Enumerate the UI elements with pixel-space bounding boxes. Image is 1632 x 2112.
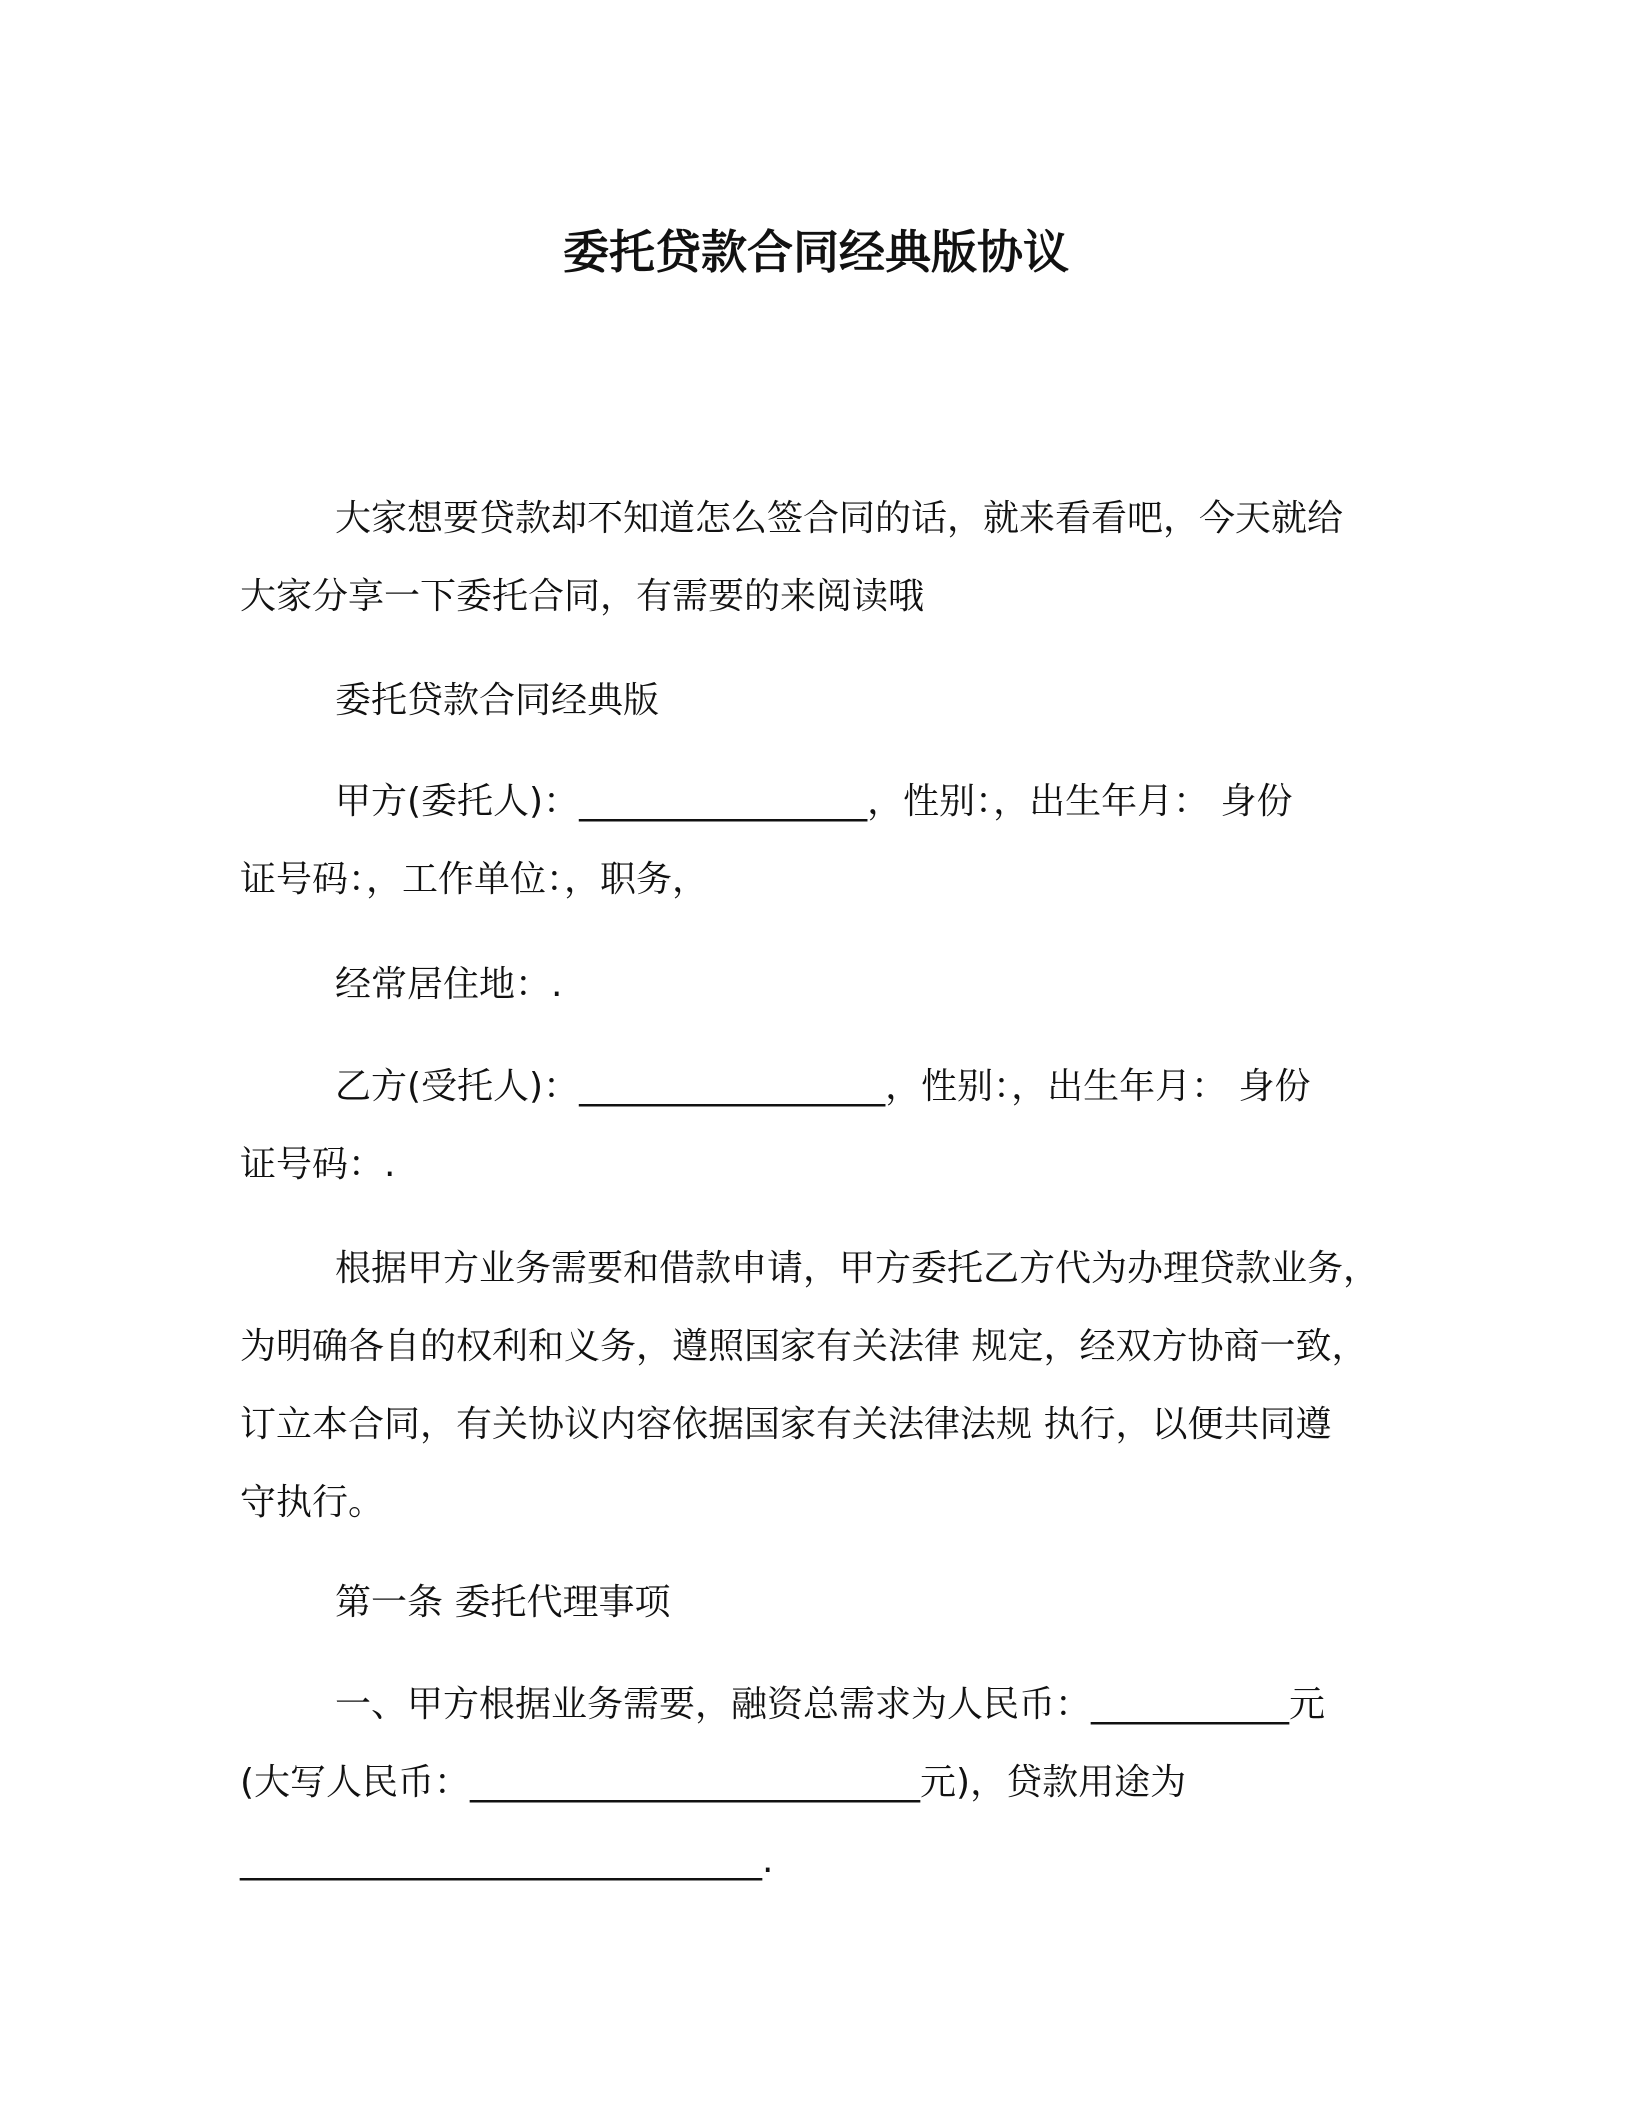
- paragraph-line: 第一条 委托代理事项: [335, 1582, 671, 1623]
- party-b-paragraph: [240, 1048, 1400, 1204]
- paragraph-line: 为明确各自的权利和义务，遵照国家有关法律 规定，经双方协商一致，: [240, 1326, 1368, 1367]
- article-one-clause-one: [240, 1666, 1400, 1900]
- document-title: 委托贷款合同经典版协议: [563, 225, 1069, 279]
- paragraph-line: 乙方(受托人)：_________________，性别：，出生年月： 身份: [335, 1066, 1311, 1107]
- paragraph-line: 守执行。: [240, 1482, 385, 1523]
- paragraph-line: 证号码：.: [240, 1144, 396, 1185]
- paragraph-line: 经常居住地：.: [335, 964, 563, 1005]
- paragraph-line: 证号码：，工作单位：，职务，: [240, 859, 709, 900]
- paragraph-line: 大家想要贷款却不知道怎么签合同的话，就来看看吧，今天就给: [335, 498, 1344, 539]
- paragraph-line: 根据甲方业务需要和借款申请，甲方委托乙方代为办理贷款业务，: [335, 1248, 1380, 1289]
- contract-subtitle: [240, 662, 1400, 740]
- intro-paragraph: [240, 480, 1400, 636]
- paragraph-line: 订立本合同，有关协议内容依据国家有关法律法规 执行，以便共同遵: [240, 1404, 1332, 1445]
- article-one-heading: [240, 1564, 1400, 1642]
- party-a-residence: [240, 946, 1400, 1024]
- paragraph-line: (大写人民币：_________________________元)，贷款用途为: [240, 1762, 1187, 1803]
- paragraph-line: 委托贷款合同经典版: [335, 680, 660, 721]
- paragraph-line: 大家分享一下委托合同，有需要的来阅读哦: [240, 576, 925, 617]
- paragraph-line: 甲方(委托人)：________________，性别：，出生年月： 身份: [335, 781, 1293, 822]
- paragraph-line: 一、甲方根据业务需要，融资总需求为人民币：___________元: [335, 1684, 1326, 1725]
- paragraph-line: _____________________________.: [240, 1840, 774, 1881]
- party-a-paragraph: [240, 763, 1400, 919]
- preamble-paragraph: [240, 1230, 1400, 1542]
